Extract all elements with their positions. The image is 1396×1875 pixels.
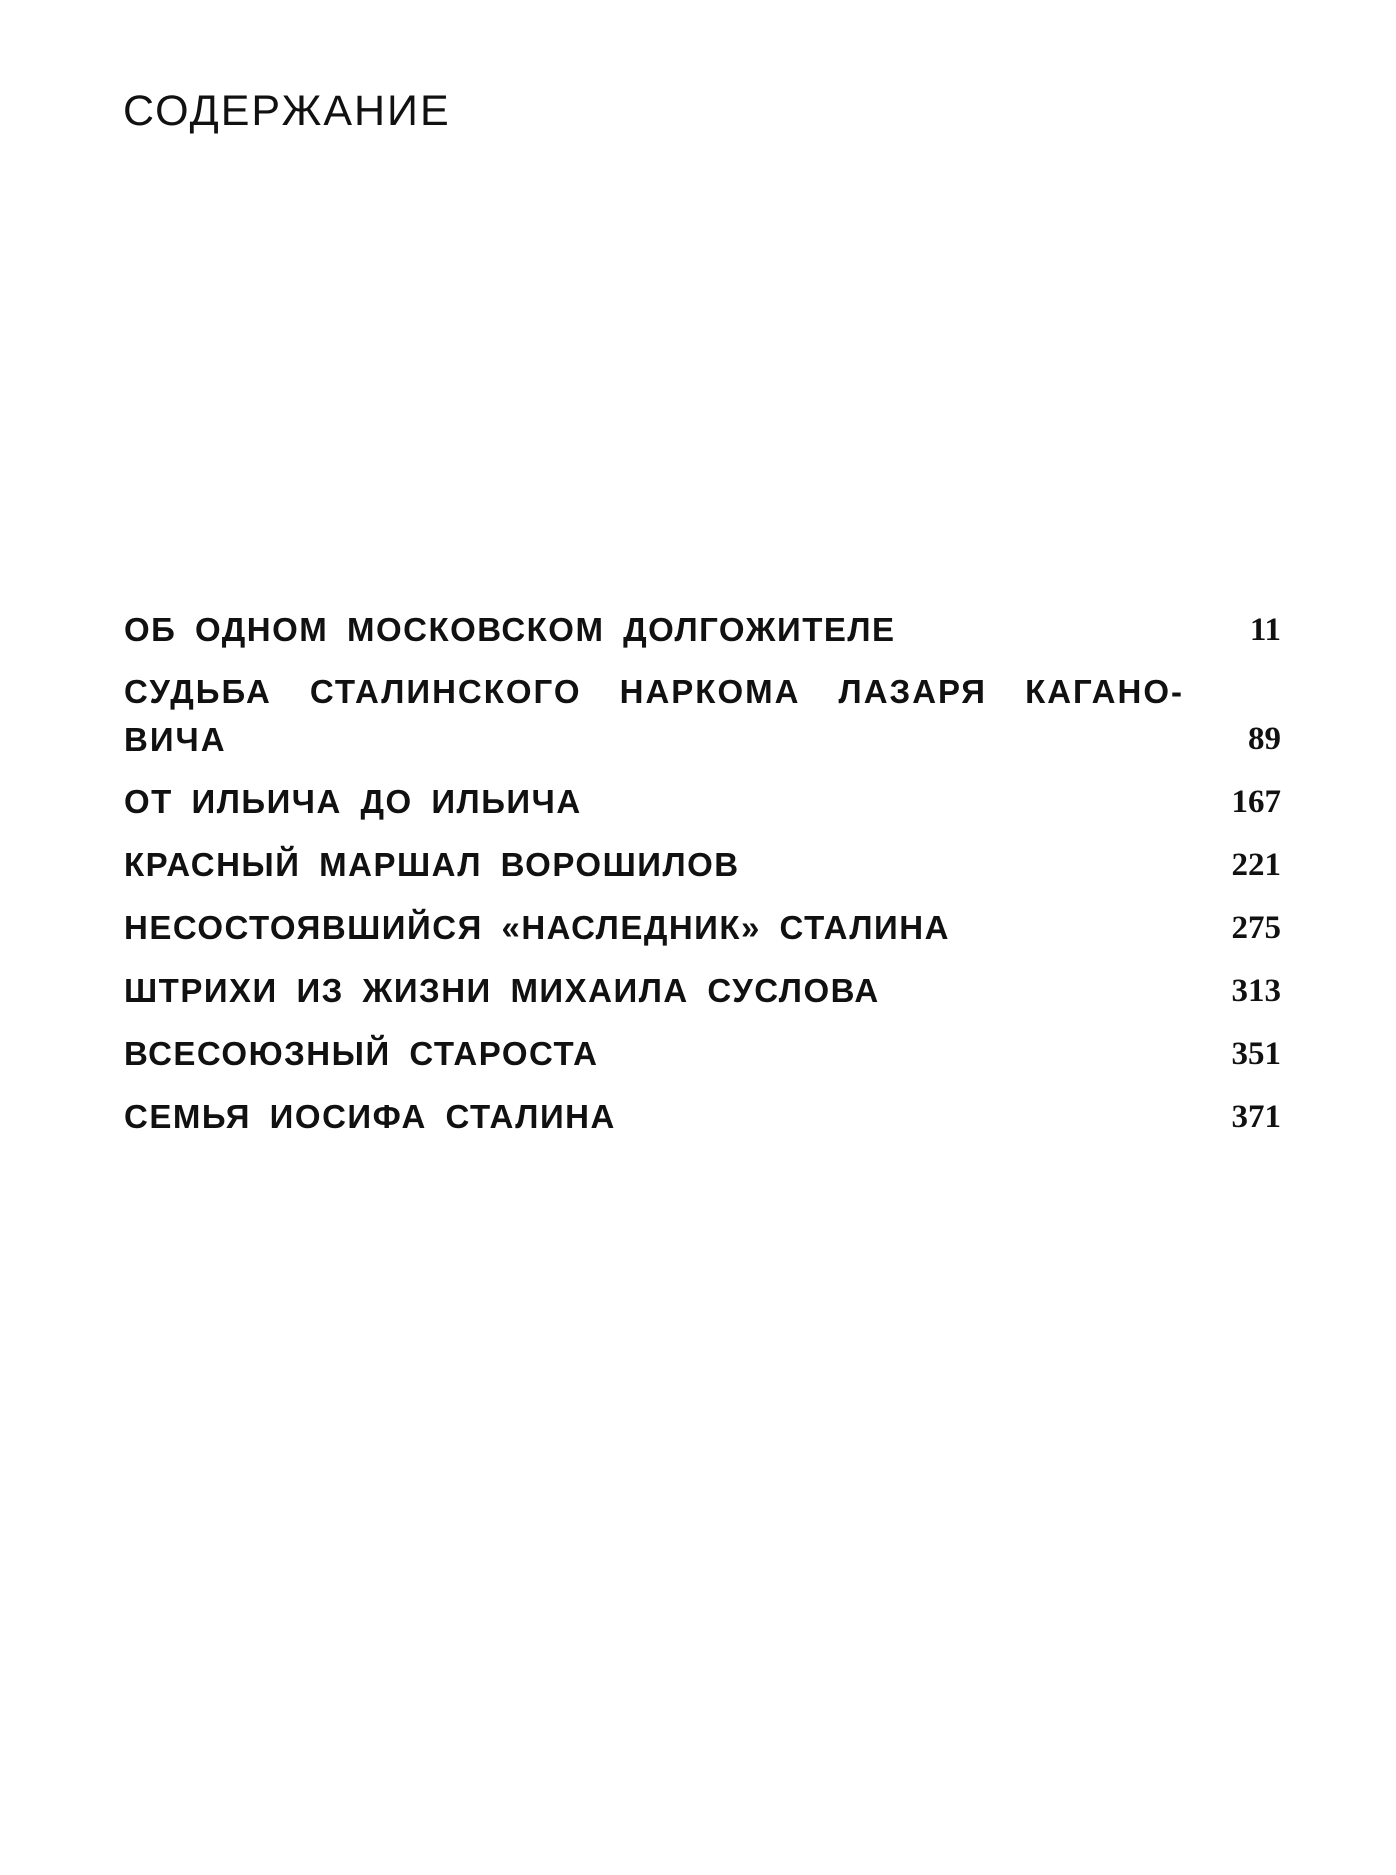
toc-entry-title: ОТ ИЛЬИЧА ДО ИЛЬИЧА	[124, 783, 582, 820]
toc-entry-page: 89	[1248, 721, 1281, 757]
toc-heading: СОДЕРЖАНИЕ	[123, 87, 451, 135]
toc-entry	[124, 966, 1281, 1016]
toc-entry-title: СУДЬБА СТАЛИНСКОГО НАРКОМА ЛАЗАРЯ КАГАНО-ВИЧА	[124, 673, 1184, 758]
toc-entry	[124, 1092, 1281, 1142]
toc-entry	[124, 777, 1281, 827]
toc-entry	[124, 840, 1281, 890]
toc-entry-page: 221	[1231, 847, 1281, 883]
toc-entry-page: 167	[1231, 784, 1281, 820]
toc-entry-title: СЕМЬЯ ИОСИФА СТАЛИНА	[124, 1098, 616, 1135]
toc-entry-title: НЕСОСТОЯВШИЙСЯ «НАСЛЕДНИК» СТАЛИНА	[124, 909, 950, 946]
toc-entry-page: 11	[1249, 612, 1281, 648]
toc-entry-title: ОБ ОДНОМ МОСКОВСКОМ ДОЛГОЖИТЕЛЕ	[124, 611, 896, 648]
toc-entry-title: ШТРИХИ ИЗ ЖИЗНИ МИХАИЛА СУСЛОВА	[124, 972, 880, 1009]
toc-entry	[124, 1029, 1281, 1079]
toc-entry	[124, 668, 1281, 764]
toc-entry	[124, 605, 1281, 655]
toc-list	[124, 605, 1281, 1155]
toc-entry	[124, 903, 1281, 953]
toc-entry-title: ВСЕСОЮЗНЫЙ СТАРОСТА	[124, 1035, 599, 1072]
toc-entry-page: 275	[1231, 910, 1281, 946]
toc-entry-page: 313	[1231, 973, 1281, 1009]
toc-entry-page: 351	[1231, 1036, 1281, 1072]
toc-entry-title: КРАСНЫЙ МАРШАЛ ВОРОШИЛОВ	[124, 846, 740, 883]
toc-entry-page: 371	[1231, 1099, 1281, 1135]
